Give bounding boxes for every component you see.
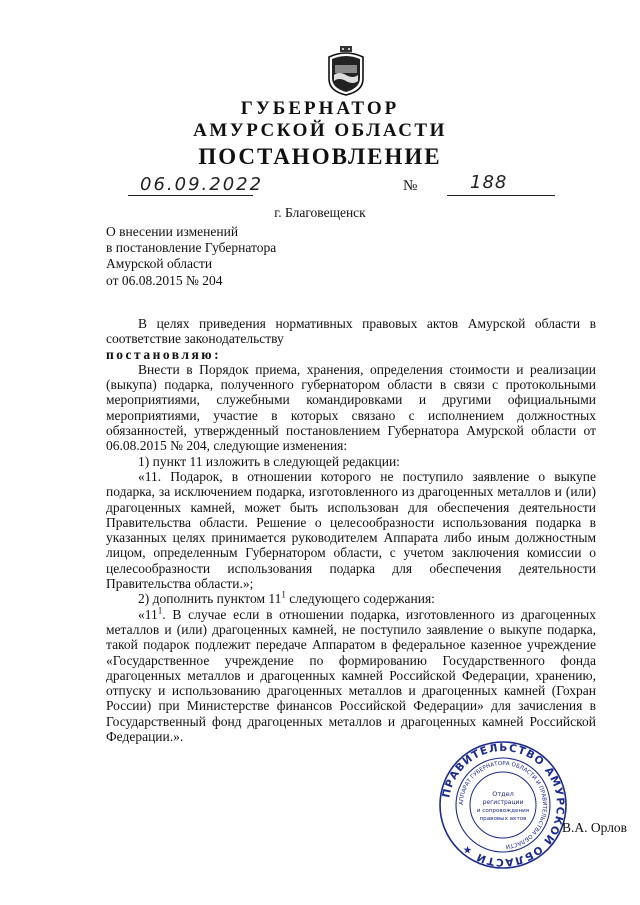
svg-text:ПРАВИТЕЛЬСТВО АМУРСКОЙ ОБЛАСТИ: ПРАВИТЕЛЬСТВО АМУРСКОЙ ОБЛАСТИ ★ xyxy=(440,741,567,869)
paragraph-item-1: 1) пункт 11 изложить в следующей редакции: xyxy=(138,453,400,469)
city: г. Благовещенск xyxy=(274,205,366,220)
subject-line: от 06.08.2015 № 204 xyxy=(106,272,223,288)
number-underline xyxy=(447,195,555,196)
svg-text:и сопровождения: и сопровождения xyxy=(476,808,530,814)
decree-label: постановляю: xyxy=(106,346,222,362)
document-body xyxy=(106,316,596,744)
paragraph-preamble: В целях приведения нормативных правовых актов Амурской области в соответствие законодательству xyxy=(106,316,596,347)
coat-of-arms-icon xyxy=(325,45,367,97)
item-11-1-sup: 1 xyxy=(157,605,163,616)
header-region: АМУРСКОЙ ОБЛАСТИ xyxy=(193,120,447,141)
svg-text:Отдел: Отдел xyxy=(492,790,514,798)
paragraph-main: Внести в Порядок приема, хранения, определения стоимости и реализации (выкупа) подарка, полученного губернатором области в связи с протокольными мероприятиями, служебными командировками и другими официальными мероприятиями, участие в которых связано с исполнением должностных обязанностей, утвержденный постановлением Губернатора Амурской области от 06.08.2015 № 204, следующие изменения: xyxy=(106,361,596,454)
item-2-sup: 1 xyxy=(281,589,286,600)
number-sign: № xyxy=(403,178,418,194)
signature-name: В.А. Орлов xyxy=(562,820,628,835)
subject-line: в постановление Губернатора xyxy=(106,240,277,256)
subject-line: О внесении изменений xyxy=(106,224,239,239)
item-11-1-prefix: «11 xyxy=(138,606,158,622)
document-date: 06.09.2022 xyxy=(140,174,264,195)
document-subject xyxy=(106,224,276,289)
header-title: ГУБЕРНАТОР xyxy=(240,98,400,119)
decree-word xyxy=(106,347,596,362)
document-type: ПОСТАНОВЛЕНИЕ xyxy=(198,144,442,169)
item-2-text-end: следующего содержания: xyxy=(285,591,435,607)
svg-text:правовых актов: правовых актов xyxy=(479,816,527,822)
paragraph-item-2 xyxy=(106,591,596,606)
subject-line: Амурской области xyxy=(106,256,213,272)
paragraph-item-11-1 xyxy=(106,607,596,745)
date-underline xyxy=(128,195,253,196)
item-2-text: 2) дополнить пунктом 11 xyxy=(138,591,282,607)
svg-text:регистрации: регистрации xyxy=(482,799,524,806)
official-stamp xyxy=(438,740,568,870)
document-number: 188 xyxy=(470,172,508,193)
item-11-1-text: . В случае если в отношении подарка, изготовленного из драгоценных металлов и (или) драгоценных камней, не поступило заявление о выкупе подарка, такой подарок подлежит передаче Аппаратом в федеральное казенное учреждение «Государственное учреждение по формированию Государственного фонда драгоценных металлов и драгоценных камней Российской Федерации, хранению, отпуску и использованию драгоценных металлов и драгоценных камней (Гохран России) при Министерстве финансов Российской Федерации» для зачисления в Государственный фонд драгоценных металлов и драгоценных камней Российской Федерации.». xyxy=(106,606,596,745)
svg-text:АППАРАТ ГУБЕРНАТОРА ОБЛАСТИ И: АППАРАТ ГУБЕРНАТОРА ОБЛАСТИ И ПРАВИТЕЛЬСТВА ОБЛАСТИ xyxy=(458,760,548,849)
paragraph-item-11: «11. Подарок, в отношении которого не поступило заявление о выкупе подарка, за исключением подарка, изготовленного из драгоценных металлов и (или) драгоценных камней, может быть использован для обеспечения деятельности Правительства области. Решение о целесообразности использования подарка в указанных целях принимается руководителем Аппарата либо иным должностным лицом, определенным Губернатором области, с учетом заключения комиссии о целесообразности использования подарка для обеспечения деятельности Правительства области.»; xyxy=(106,468,596,592)
